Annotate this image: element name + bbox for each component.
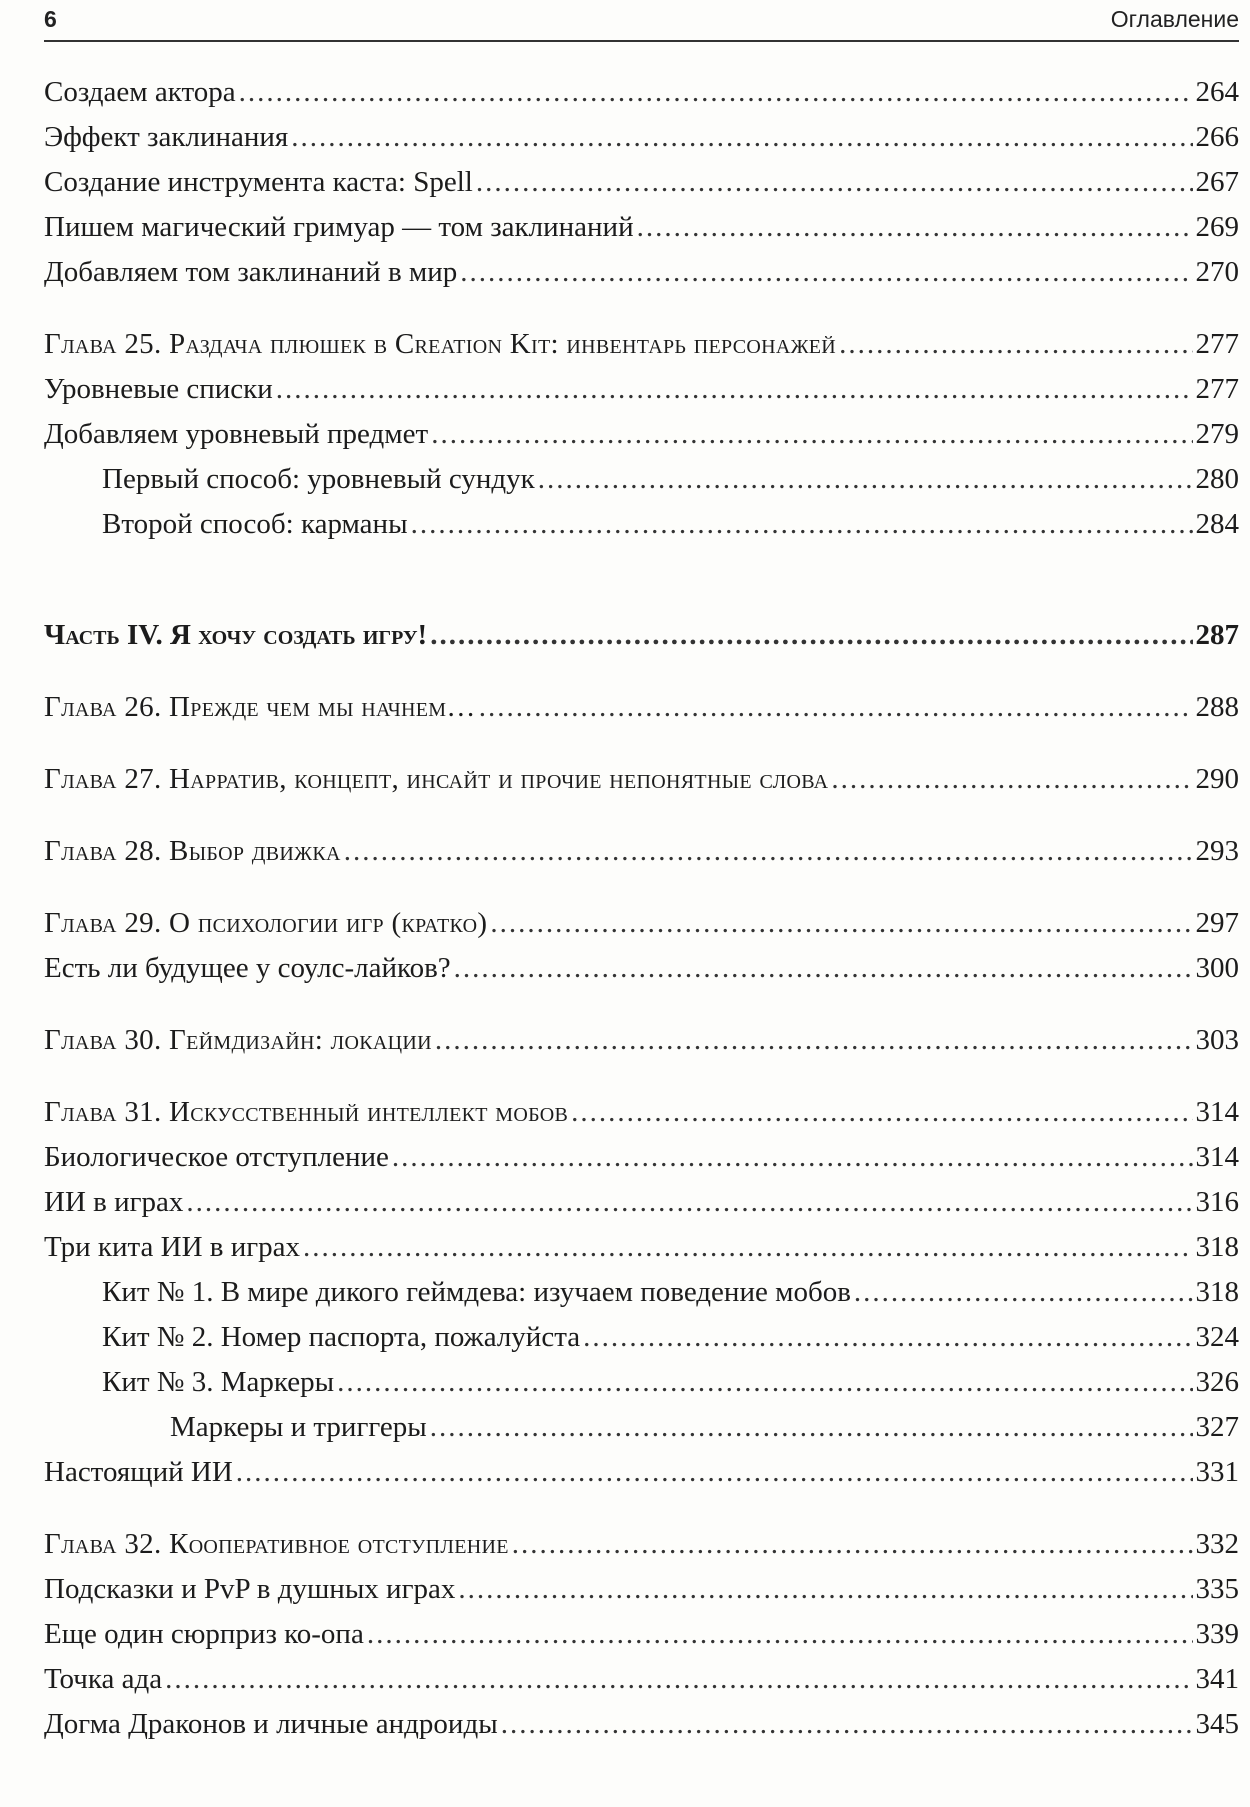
toc-entry-title: Еще один сюрприз ко-опа (44, 1618, 364, 1650)
dot-leader (430, 1405, 1193, 1450)
spacer (44, 658, 1239, 685)
toc-subentry[interactable] (44, 1360, 1239, 1405)
dot-leader (490, 901, 1192, 946)
toc-entry[interactable] (44, 115, 1239, 160)
toc-entry-title: Подсказки и PvP в душных играх (44, 1573, 456, 1605)
dot-leader (637, 205, 1193, 250)
toc-entry[interactable] (44, 1657, 1239, 1702)
toc-entry[interactable] (44, 412, 1239, 457)
dot-leader (854, 1270, 1193, 1315)
dot-leader (460, 250, 1192, 295)
toc-entry-page: 314 (1195, 1141, 1239, 1173)
toc-entry-title: Настоящий ИИ (44, 1456, 233, 1488)
dot-leader (186, 1180, 1192, 1225)
dot-leader (411, 502, 1193, 547)
toc-entry[interactable] (44, 1612, 1239, 1657)
spacer (44, 547, 1239, 613)
toc-entry-title: Есть ли будущее у соулс-лайков? (44, 952, 451, 984)
chapter-title: Глава 26. Прежде чем мы начнем… (44, 691, 476, 723)
toc-entry-title: Добавляем том заклинаний в мир (44, 256, 458, 288)
toc-entry-title: Три кита ИИ в играх (44, 1231, 301, 1263)
dot-leader (476, 160, 1193, 205)
toc-entry[interactable] (44, 1225, 1239, 1270)
toc-chapter-25[interactable] (44, 322, 1239, 367)
spacer (44, 991, 1239, 1018)
dot-leader (538, 457, 1193, 502)
chapter-page: 314 (1195, 1096, 1239, 1128)
toc-entry-title: Создаем актора (44, 76, 236, 108)
toc-entry[interactable] (44, 1180, 1239, 1225)
dot-leader (392, 1135, 1193, 1180)
chapter-title: Глава 29. О психологии игр (кратко) (44, 907, 488, 939)
spacer (44, 1495, 1239, 1522)
chapter-page: 277 (1195, 328, 1239, 360)
toc-entry-page: 269 (1195, 211, 1239, 243)
chapter-page: 293 (1195, 835, 1239, 867)
toc-chapter-29[interactable] (44, 901, 1239, 946)
toc-entry-title: Кит № 3. Маркеры (102, 1366, 335, 1398)
header-rule (44, 40, 1239, 42)
toc-entry[interactable] (44, 1450, 1239, 1495)
dot-leader (458, 1567, 1192, 1612)
toc-chapter-28[interactable] (44, 829, 1239, 874)
toc-entry-title: Эффект заклинания (44, 121, 289, 153)
toc-entry-title: Кит № 1. В мире дикого геймдева: изучаем поведение мобов (102, 1276, 851, 1308)
toc-entry[interactable] (44, 1567, 1239, 1612)
spacer (44, 802, 1239, 829)
toc-entry-page: 331 (1195, 1456, 1239, 1488)
page-number: 6 (44, 6, 57, 32)
dot-leader (839, 322, 1192, 367)
toc-entry[interactable] (44, 205, 1239, 250)
part-title: Часть IV. Я хочу создать игру! (44, 619, 428, 651)
chapter-title: Глава 32. Кооперативное отступление (44, 1528, 509, 1560)
part-page: 287 (1195, 619, 1239, 651)
toc-entry[interactable] (44, 946, 1239, 991)
spacer (44, 874, 1239, 901)
chapter-page: 290 (1195, 763, 1239, 795)
toc-entry-page: 270 (1195, 256, 1239, 288)
spacer (44, 295, 1239, 322)
toc-entry[interactable] (44, 250, 1239, 295)
chapter-page: 303 (1195, 1024, 1239, 1056)
dot-leader (239, 70, 1193, 115)
toc-entry-title: Догма Драконов и личные андроиды (44, 1708, 498, 1740)
dot-leader (501, 1702, 1193, 1747)
dot-leader (236, 1450, 1193, 1495)
toc-entry-title: Биологическое отступление (44, 1141, 389, 1173)
chapter-page: 288 (1195, 691, 1239, 723)
toc-entry-page: 318 (1195, 1276, 1239, 1308)
dot-leader (165, 1657, 1192, 1702)
toc-entry[interactable] (44, 1702, 1239, 1747)
dot-leader (571, 1090, 1192, 1135)
table-of-contents (44, 70, 1239, 1747)
toc-entry-page: 316 (1195, 1186, 1239, 1218)
toc-chapter-32[interactable] (44, 1522, 1239, 1567)
toc-entry-page: 279 (1195, 418, 1239, 450)
toc-entry-title: Второй способ: карманы (102, 508, 408, 540)
toc-entry-title: Маркеры и триггеры (170, 1411, 427, 1443)
toc-entry-page: 339 (1195, 1618, 1239, 1650)
dot-leader (430, 613, 1192, 658)
spacer (44, 1063, 1239, 1090)
toc-entry-title: Создание инструмента каста: Spell (44, 166, 473, 198)
toc-entry-title: ИИ в играх (44, 1186, 184, 1218)
toc-entry-title: Кит № 2. Номер паспорта, пожалуйста (102, 1321, 581, 1353)
dot-leader (583, 1315, 1192, 1360)
toc-subentry[interactable] (44, 1315, 1239, 1360)
dot-leader (431, 412, 1192, 457)
toc-entry[interactable] (44, 1135, 1239, 1180)
toc-subentry[interactable] (44, 1270, 1239, 1315)
toc-entry-page: 335 (1195, 1573, 1239, 1605)
dot-leader (512, 1522, 1193, 1567)
toc-entry-page: 341 (1195, 1663, 1239, 1695)
chapter-page: 332 (1195, 1528, 1239, 1560)
chapter-title: Глава 30. Геймдизайн: локации (44, 1024, 432, 1056)
toc-entry[interactable] (44, 367, 1239, 412)
toc-entry-page: 327 (1195, 1411, 1239, 1443)
toc-subentry[interactable] (44, 502, 1239, 547)
toc-entry-page: 280 (1195, 463, 1239, 495)
toc-entry-page: 267 (1195, 166, 1239, 198)
toc-entry[interactable] (44, 70, 1239, 115)
toc-part-4[interactable] (44, 613, 1239, 658)
toc-entry-page: 266 (1195, 121, 1239, 153)
toc-chapter-31[interactable] (44, 1090, 1239, 1135)
toc-entry-page: 277 (1195, 373, 1239, 405)
toc-entry-page: 318 (1195, 1231, 1239, 1263)
chapter-title: Глава 27. Нарратив, концепт, инсайт и прочие непонятные слова (44, 763, 829, 795)
toc-entry-page: 324 (1195, 1321, 1239, 1353)
toc-entry-title: Добавляем уровневый предмет (44, 418, 429, 450)
toc-entry[interactable] (44, 160, 1239, 205)
chapter-page: 297 (1195, 907, 1239, 939)
dot-leader (454, 946, 1193, 991)
dot-leader (435, 1018, 1193, 1063)
toc-entry-page: 264 (1195, 76, 1239, 108)
dot-leader (303, 1225, 1192, 1270)
toc-entry-page: 345 (1195, 1708, 1239, 1740)
dot-leader (831, 757, 1192, 802)
spacer (44, 730, 1239, 757)
chapter-title: Глава 31. Искусственный интеллект мобов (44, 1096, 569, 1128)
dot-leader (276, 367, 1193, 412)
chapter-title: Глава 25. Раздача плюшек в Creation Kit: инвентарь персонажей (44, 328, 837, 360)
toc-entry-title: Первый способ: уровневый сундук (102, 463, 535, 495)
toc-subsubentry[interactable] (44, 1405, 1239, 1450)
dot-leader (337, 1360, 1192, 1405)
chapter-title: Глава 28. Выбор движка (44, 835, 341, 867)
toc-chapter-30[interactable] (44, 1018, 1239, 1063)
dot-leader (479, 685, 1193, 730)
toc-chapter-26[interactable] (44, 685, 1239, 730)
toc-entry-title: Уровневые списки (44, 373, 273, 405)
toc-subentry[interactable] (44, 457, 1239, 502)
toc-entry-page: 284 (1195, 508, 1239, 540)
section-title: Оглавление (1110, 6, 1239, 32)
toc-entry-page: 300 (1195, 952, 1239, 984)
dot-leader (344, 829, 1193, 874)
toc-entry-title: Точка ада (44, 1663, 163, 1695)
toc-entry-page: 326 (1195, 1366, 1239, 1398)
toc-entry-title: Пишем магический гримуар — том заклинаний (44, 211, 634, 243)
toc-chapter-27[interactable] (44, 757, 1239, 802)
running-header (44, 6, 1239, 38)
dot-leader (367, 1612, 1193, 1657)
dot-leader (291, 115, 1192, 160)
